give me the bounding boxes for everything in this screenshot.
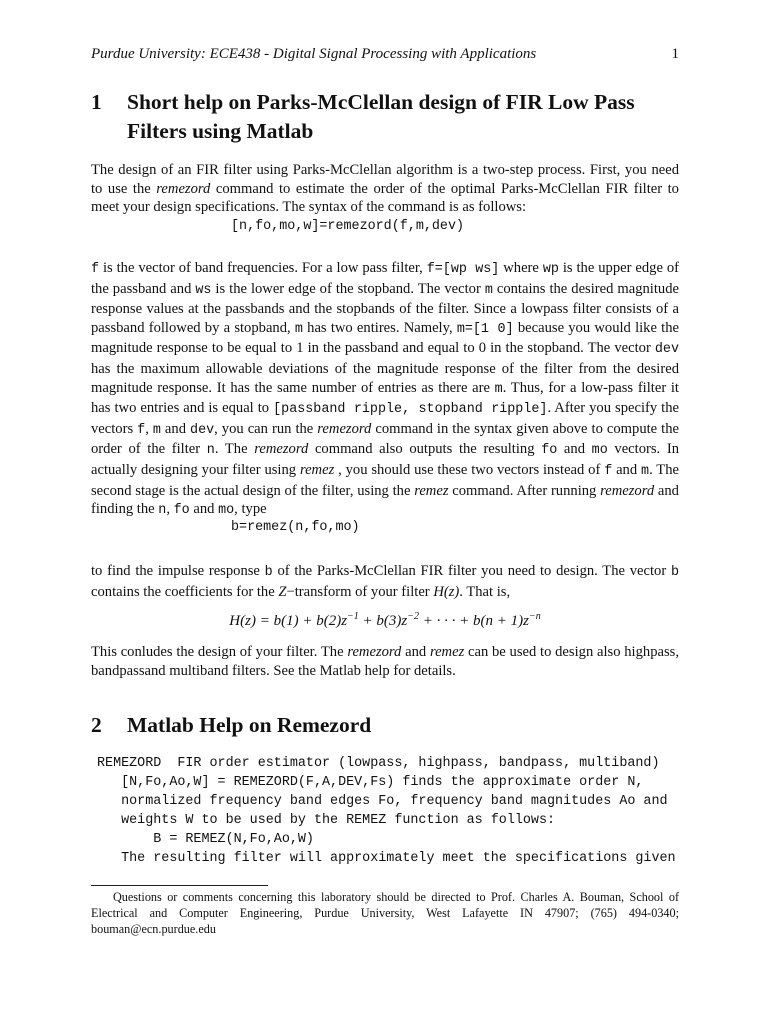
section-title: Matlab Help on Remezord [127, 713, 372, 737]
section-number: 2 [91, 713, 102, 737]
transfer-function-equation: $H(z) = b(1) + b(2)z^{-1} + b(3)z^{-2}$ + · · · + $b(n + 1)z^{-n}$ [229, 611, 541, 629]
code-line: [N,Fo,Ao,W] = REMEZORD(F,A,DEV,Fs) finds the approximate order N, [97, 775, 644, 790]
code-line: REMEZORD FIR order estimator (lowpass, highpass, bandpass, multiband) [97, 756, 660, 771]
code-line: The resulting filter will approximately meet the specifications given [97, 851, 676, 866]
page-number: 1 [671, 46, 679, 62]
section-2-heading [91, 711, 679, 740]
running-title: Purdue University: ECE438 - Digital Signal Processing with Applications [91, 46, 537, 62]
code-remezord-syntax: [n,fo,mo,w]=remezord(f,m,dev) [231, 219, 465, 234]
remezord-help-text [97, 754, 677, 868]
section-title: Short help on Parks-McClellan design of FIR Low Pass Filters using Matlab [127, 90, 635, 143]
footnote: Questions or comments concerning this laboratory should be directed to Prof. Charles A. Bouman, School of Electrical and Computer Engineering, Purdue University, West Lafayette IN 47907; (765) 494-0340; bouman@ecn.purdue.edu [91, 890, 679, 936]
paragraph-intro: The design of an FIR filter using Parks-McClellan algorithm is a two-step process. First, you need to use the remezord command to estimate the order of the optimal Parks-McClellan FIR filter to meet your design specifications. The syntax of the command is as follows: [91, 162, 679, 216]
section-1-heading [91, 88, 679, 146]
running-header [91, 46, 679, 63]
code-line: weights W to be used by the REMEZ function as follows: [97, 813, 556, 828]
code-remez-call: b=remez(n,fo,mo) [231, 520, 360, 535]
code-line: B = REMEZ(N,Fo,Ao,W) [97, 832, 314, 847]
section-number: 1 [91, 90, 102, 114]
code-line: normalized frequency band edges Fo, frequency band magnitudes Ao and [97, 794, 668, 809]
paragraph-conclusion: This conludes the design of your filter. The remezord and remez can be used to design also highpass, bandpassand multiband filters. See the Matlab help for details. [91, 644, 679, 679]
footnote-rule [91, 885, 268, 886]
paragraph-impulse-response: to find the impulse response b of the Parks-McClellan FIR filter you need to design. The vector b contains the coefficients for the Z−transform of your filter H(z). That is, [91, 563, 679, 600]
paragraph-vectors: f is the vector of band frequencies. For a low pass filter, f=[wp ws] where wp is the upper edge of the passband and ws is the lower edge of the stopband. The vector m contains the desired magnitude response values at the passbands and the stopbands of the filter. Since a lowpass filter consists of a passband followed by a stopband, m has two entires. Namely, m=[1 0] because you would like the magnitude response to be equal to 1 in the passband and equal to 0 in the stopband. The vector dev has the maximum allowable deviations of the magnitude response of the filter from the desired magnitude response. It has the same number of entries as there are m. Thus, for a low-pass filter it has two entries and is equal to [passband ripple, stopband ripple]. After you specify the vectors f, m and dev, you can run the remezord command in the syntax given above to compute the order of the filter n. The remezord command also outputs the resulting fo and mo vectors. In actually designing your filter using remez , you should use these two vectors instead of f and m. The second stage is the actual design of the filter, using the remez command. After running remezord and finding the n, fo and mo, type [91, 260, 680, 519]
